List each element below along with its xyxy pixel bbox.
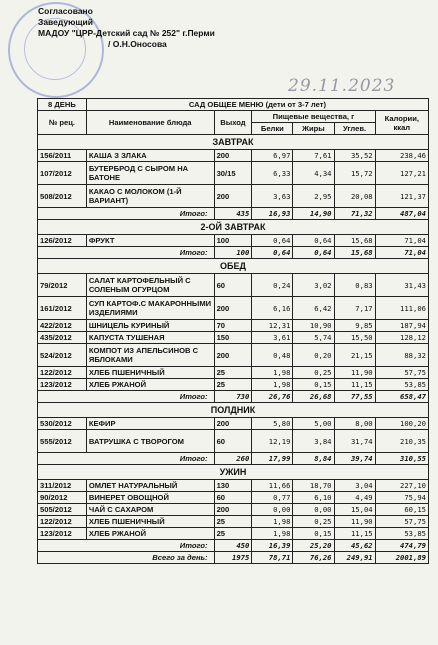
dish-name: ХЛЕБ РЖАНОЙ xyxy=(86,379,214,391)
portion-output: 60 xyxy=(214,430,252,453)
table-row xyxy=(38,480,429,492)
fat-value: 0,00 xyxy=(293,504,334,516)
section-title: 2-ОЙ ЗАВТРАК xyxy=(38,220,429,235)
fat-value: 0,15 xyxy=(293,379,334,391)
grand-total-fat: 76,26 xyxy=(293,552,334,564)
dish-name: КЕФИР xyxy=(86,418,214,430)
table-row xyxy=(38,418,429,430)
recipe-number: 530/2012 xyxy=(38,418,87,430)
protein-value: 1,98 xyxy=(252,516,293,528)
dish-name: ОМЛЕТ НАТУРАЛЬНЫЙ xyxy=(86,480,214,492)
total-label: Итого: xyxy=(38,540,215,552)
total-label: Итого: xyxy=(38,247,215,259)
total-calories: 71,04 xyxy=(375,247,428,259)
position-label: Заведующий xyxy=(38,17,94,27)
recipe-number: 123/2012 xyxy=(38,528,87,540)
total-carbs: 45,62 xyxy=(334,540,375,552)
protein-value: 1,98 xyxy=(252,528,293,540)
protein-value: 0,00 xyxy=(252,504,293,516)
carbs-value: 15,68 xyxy=(334,235,375,247)
table-row xyxy=(38,235,429,247)
col-header-calories: Калории, ккал xyxy=(375,111,428,135)
fat-value: 0,64 xyxy=(293,235,334,247)
total-label: Итого: xyxy=(38,453,215,465)
grand-total-row xyxy=(38,552,429,564)
recipe-number: 524/2012 xyxy=(38,344,87,367)
total-output: 435 xyxy=(214,208,252,220)
total-fat: 26,68 xyxy=(293,391,334,403)
grand-total-protein: 78,71 xyxy=(252,552,293,564)
total-calories: 658,47 xyxy=(375,391,428,403)
table-row xyxy=(38,504,429,516)
fat-value: 3,02 xyxy=(293,274,334,297)
carbs-value: 11,15 xyxy=(334,379,375,391)
total-carbs: 77,55 xyxy=(334,391,375,403)
carbs-value: 31,74 xyxy=(334,430,375,453)
calories-value: 88,32 xyxy=(375,344,428,367)
carbs-value: 15,04 xyxy=(334,504,375,516)
menu-table xyxy=(37,98,429,564)
col-header-nutrients: Пищевые вещества, г xyxy=(252,111,375,123)
fat-value: 3,84 xyxy=(293,430,334,453)
total-output: 730 xyxy=(214,391,252,403)
carbs-value: 11,15 xyxy=(334,528,375,540)
portion-output: 25 xyxy=(214,379,252,391)
recipe-number: 156/2011 xyxy=(38,150,87,162)
dish-name: ЧАЙ С САХАРОМ xyxy=(86,504,214,516)
dish-name: БУТЕРБРОД С СЫРОМ НА БАТОНЕ xyxy=(86,162,214,185)
portion-output: 200 xyxy=(214,418,252,430)
carbs-value: 11,90 xyxy=(334,367,375,379)
protein-value: 1,98 xyxy=(252,379,293,391)
carbs-value: 3,04 xyxy=(334,480,375,492)
table-row xyxy=(38,492,429,504)
day-label: 8 ДЕНЬ xyxy=(38,99,87,111)
total-carbs: 71,32 xyxy=(334,208,375,220)
total-calories: 310,55 xyxy=(375,453,428,465)
table-row xyxy=(38,320,429,332)
recipe-number: 123/2012 xyxy=(38,379,87,391)
dish-name: ШНИЦЕЛЬ КУРИНЫЙ xyxy=(86,320,214,332)
total-fat: 8,84 xyxy=(293,453,334,465)
section-header-row xyxy=(38,259,429,274)
total-label: Итого: xyxy=(38,391,215,403)
calories-value: 71,04 xyxy=(375,235,428,247)
table-row xyxy=(38,332,429,344)
portion-output: 200 xyxy=(214,185,252,208)
fat-value: 5,00 xyxy=(293,418,334,430)
portion-output: 70 xyxy=(214,320,252,332)
carbs-value: 35,52 xyxy=(334,150,375,162)
protein-value: 6,97 xyxy=(252,150,293,162)
protein-value: 0,24 xyxy=(252,274,293,297)
fat-value: 0,25 xyxy=(293,516,334,528)
carbs-value: 4,49 xyxy=(334,492,375,504)
carbs-value: 8,00 xyxy=(334,418,375,430)
protein-value: 1,98 xyxy=(252,367,293,379)
carbs-value: 20,08 xyxy=(334,185,375,208)
section-total-row xyxy=(38,453,429,465)
dish-name: ХЛЕБ ПШЕНИЧНЫЙ xyxy=(86,367,214,379)
handwritten-date: 29.11.2023 xyxy=(288,76,396,96)
dish-name: КОМПОТ ИЗ АПЕЛЬСИНОВ С ЯБЛОКАМИ xyxy=(86,344,214,367)
recipe-number: 311/2012 xyxy=(38,480,87,492)
table-row xyxy=(38,344,429,367)
portion-output: 25 xyxy=(214,516,252,528)
protein-value: 5,80 xyxy=(252,418,293,430)
total-output: 100 xyxy=(214,247,252,259)
section-header-row xyxy=(38,220,429,235)
section-header-row xyxy=(38,403,429,418)
fat-value: 7,61 xyxy=(293,150,334,162)
calories-value: 53,85 xyxy=(375,379,428,391)
fat-value: 6,10 xyxy=(293,492,334,504)
recipe-number: 505/2012 xyxy=(38,504,87,516)
section-total-row xyxy=(38,208,429,220)
protein-value: 3,61 xyxy=(252,332,293,344)
calories-value: 121,37 xyxy=(375,185,428,208)
table-row xyxy=(38,516,429,528)
fat-value: 10,90 xyxy=(293,320,334,332)
dish-name: КАПУСТА ТУШЕНАЯ xyxy=(86,332,214,344)
fat-value: 2,95 xyxy=(293,185,334,208)
recipe-number: 555/2012 xyxy=(38,430,87,453)
section-total-row xyxy=(38,391,429,403)
section-total-row xyxy=(38,540,429,552)
dish-name: ФРУКТ xyxy=(86,235,214,247)
approval-header xyxy=(38,6,215,50)
calories-value: 57,75 xyxy=(375,516,428,528)
protein-value: 12,19 xyxy=(252,430,293,453)
total-output: 450 xyxy=(214,540,252,552)
calories-value: 111,06 xyxy=(375,297,428,320)
carbs-value: 7,17 xyxy=(334,297,375,320)
calories-value: 127,21 xyxy=(375,162,428,185)
carbs-value: 0,83 xyxy=(334,274,375,297)
portion-output: 150 xyxy=(214,332,252,344)
portion-output: 60 xyxy=(214,274,252,297)
recipe-number: 107/2012 xyxy=(38,162,87,185)
total-output: 260 xyxy=(214,453,252,465)
protein-value: 3,63 xyxy=(252,185,293,208)
total-fat: 25,20 xyxy=(293,540,334,552)
col-header-name: Наименование блюда xyxy=(86,111,214,135)
total-carbs: 15,68 xyxy=(334,247,375,259)
protein-value: 0,48 xyxy=(252,344,293,367)
calories-value: 57,75 xyxy=(375,367,428,379)
portion-output: 200 xyxy=(214,344,252,367)
recipe-number: 79/2012 xyxy=(38,274,87,297)
dish-name: ХЛЕБ ПШЕНИЧНЫЙ xyxy=(86,516,214,528)
section-total-row xyxy=(38,247,429,259)
section-title: ОБЕД xyxy=(38,259,429,274)
recipe-number: 126/2012 xyxy=(38,235,87,247)
section-title: ПОЛДНИК xyxy=(38,403,429,418)
carbs-value: 21,15 xyxy=(334,344,375,367)
portion-output: 200 xyxy=(214,504,252,516)
dish-name: САЛАТ КАРТОФЕЛЬНЫЙ С СОЛЕНЫМ ОГУРЦОМ xyxy=(86,274,214,297)
total-fat: 0,64 xyxy=(293,247,334,259)
total-calories: 487,04 xyxy=(375,208,428,220)
table-row xyxy=(38,162,429,185)
table-row xyxy=(38,367,429,379)
total-carbs: 39,74 xyxy=(334,453,375,465)
calories-value: 227,10 xyxy=(375,480,428,492)
fat-value: 5,74 xyxy=(293,332,334,344)
col-header-protein: Белки xyxy=(252,123,293,135)
protein-value: 6,33 xyxy=(252,162,293,185)
calories-value: 210,35 xyxy=(375,430,428,453)
signature-line: / О.Н.Оносова xyxy=(108,39,167,49)
menu-body xyxy=(38,135,429,564)
portion-output: 60 xyxy=(214,492,252,504)
calories-value: 128,12 xyxy=(375,332,428,344)
dish-name: СУП КАРТОФ.С МАКАРОННЫМИ ИЗДЕЛИЯМИ xyxy=(86,297,214,320)
grand-total-calories: 2001,89 xyxy=(375,552,428,564)
section-header-row xyxy=(38,135,429,150)
dish-name: КАКАО С МОЛОКОМ (1-Й ВАРИАНТ) xyxy=(86,185,214,208)
total-protein: 26,76 xyxy=(252,391,293,403)
table-row xyxy=(38,274,429,297)
table-row xyxy=(38,528,429,540)
organization-name: МАДОУ "ЦРР-Детский сад № 252" г.Перми xyxy=(38,28,215,38)
table-row xyxy=(38,185,429,208)
portion-output: 200 xyxy=(214,150,252,162)
fat-value: 0,20 xyxy=(293,344,334,367)
calories-value: 53,85 xyxy=(375,528,428,540)
col-header-rec: № рец. xyxy=(38,111,87,135)
table-row xyxy=(38,379,429,391)
total-calories: 474,79 xyxy=(375,540,428,552)
total-protein: 16,39 xyxy=(252,540,293,552)
portion-output: 130 xyxy=(214,480,252,492)
fat-value: 0,25 xyxy=(293,367,334,379)
dish-name: ВАТРУШКА С ТВОРОГОМ xyxy=(86,430,214,453)
dish-name: ВИНЕРЕТ ОВОЩНОЙ xyxy=(86,492,214,504)
dish-name: КАША З ЗЛАКА xyxy=(86,150,214,162)
calories-value: 187,94 xyxy=(375,320,428,332)
portion-output: 30/15 xyxy=(214,162,252,185)
total-protein: 0,64 xyxy=(252,247,293,259)
grand-total-carbs: 249,91 xyxy=(334,552,375,564)
section-title: ЗАВТРАК xyxy=(38,135,429,150)
portion-output: 100 xyxy=(214,235,252,247)
grand-total-label: Всего за день: xyxy=(38,552,215,564)
col-header-out: Выход xyxy=(214,111,252,135)
carbs-value: 15,72 xyxy=(334,162,375,185)
recipe-number: 161/2012 xyxy=(38,297,87,320)
fat-value: 0,15 xyxy=(293,528,334,540)
carbs-value: 9,85 xyxy=(334,320,375,332)
carbs-value: 15,50 xyxy=(334,332,375,344)
total-label: Итого: xyxy=(38,208,215,220)
section-title: УЖИН xyxy=(38,465,429,480)
protein-value: 0,64 xyxy=(252,235,293,247)
recipe-number: 122/2012 xyxy=(38,367,87,379)
col-header-fat: Жиры xyxy=(293,123,334,135)
portion-output: 25 xyxy=(214,367,252,379)
protein-value: 12,31 xyxy=(252,320,293,332)
col-header-carbs: Углев. xyxy=(334,123,375,135)
calories-value: 31,43 xyxy=(375,274,428,297)
protein-value: 0,77 xyxy=(252,492,293,504)
total-protein: 17,99 xyxy=(252,453,293,465)
table-row xyxy=(38,150,429,162)
menu-title: САД ОБЩЕЕ МЕНЮ (дети от 3-7 лет) xyxy=(86,99,428,111)
fat-value: 4,34 xyxy=(293,162,334,185)
table-row xyxy=(38,430,429,453)
recipe-number: 508/2012 xyxy=(38,185,87,208)
fat-value: 6,42 xyxy=(293,297,334,320)
section-header-row xyxy=(38,465,429,480)
recipe-number: 422/2012 xyxy=(38,320,87,332)
total-fat: 14,90 xyxy=(293,208,334,220)
recipe-number: 90/2012 xyxy=(38,492,87,504)
protein-value: 11,66 xyxy=(252,480,293,492)
protein-value: 6,16 xyxy=(252,297,293,320)
portion-output: 25 xyxy=(214,528,252,540)
approved-label: Согласовано xyxy=(38,6,93,16)
calories-value: 100,20 xyxy=(375,418,428,430)
fat-value: 18,70 xyxy=(293,480,334,492)
calories-value: 75,94 xyxy=(375,492,428,504)
total-protein: 16,93 xyxy=(252,208,293,220)
recipe-number: 122/2012 xyxy=(38,516,87,528)
portion-output: 200 xyxy=(214,297,252,320)
carbs-value: 11,90 xyxy=(334,516,375,528)
recipe-number: 435/2012 xyxy=(38,332,87,344)
calories-value: 238,46 xyxy=(375,150,428,162)
table-row xyxy=(38,297,429,320)
dish-name: ХЛЕБ РЖАНОЙ xyxy=(86,528,214,540)
calories-value: 60,15 xyxy=(375,504,428,516)
grand-total-output: 1975 xyxy=(214,552,252,564)
